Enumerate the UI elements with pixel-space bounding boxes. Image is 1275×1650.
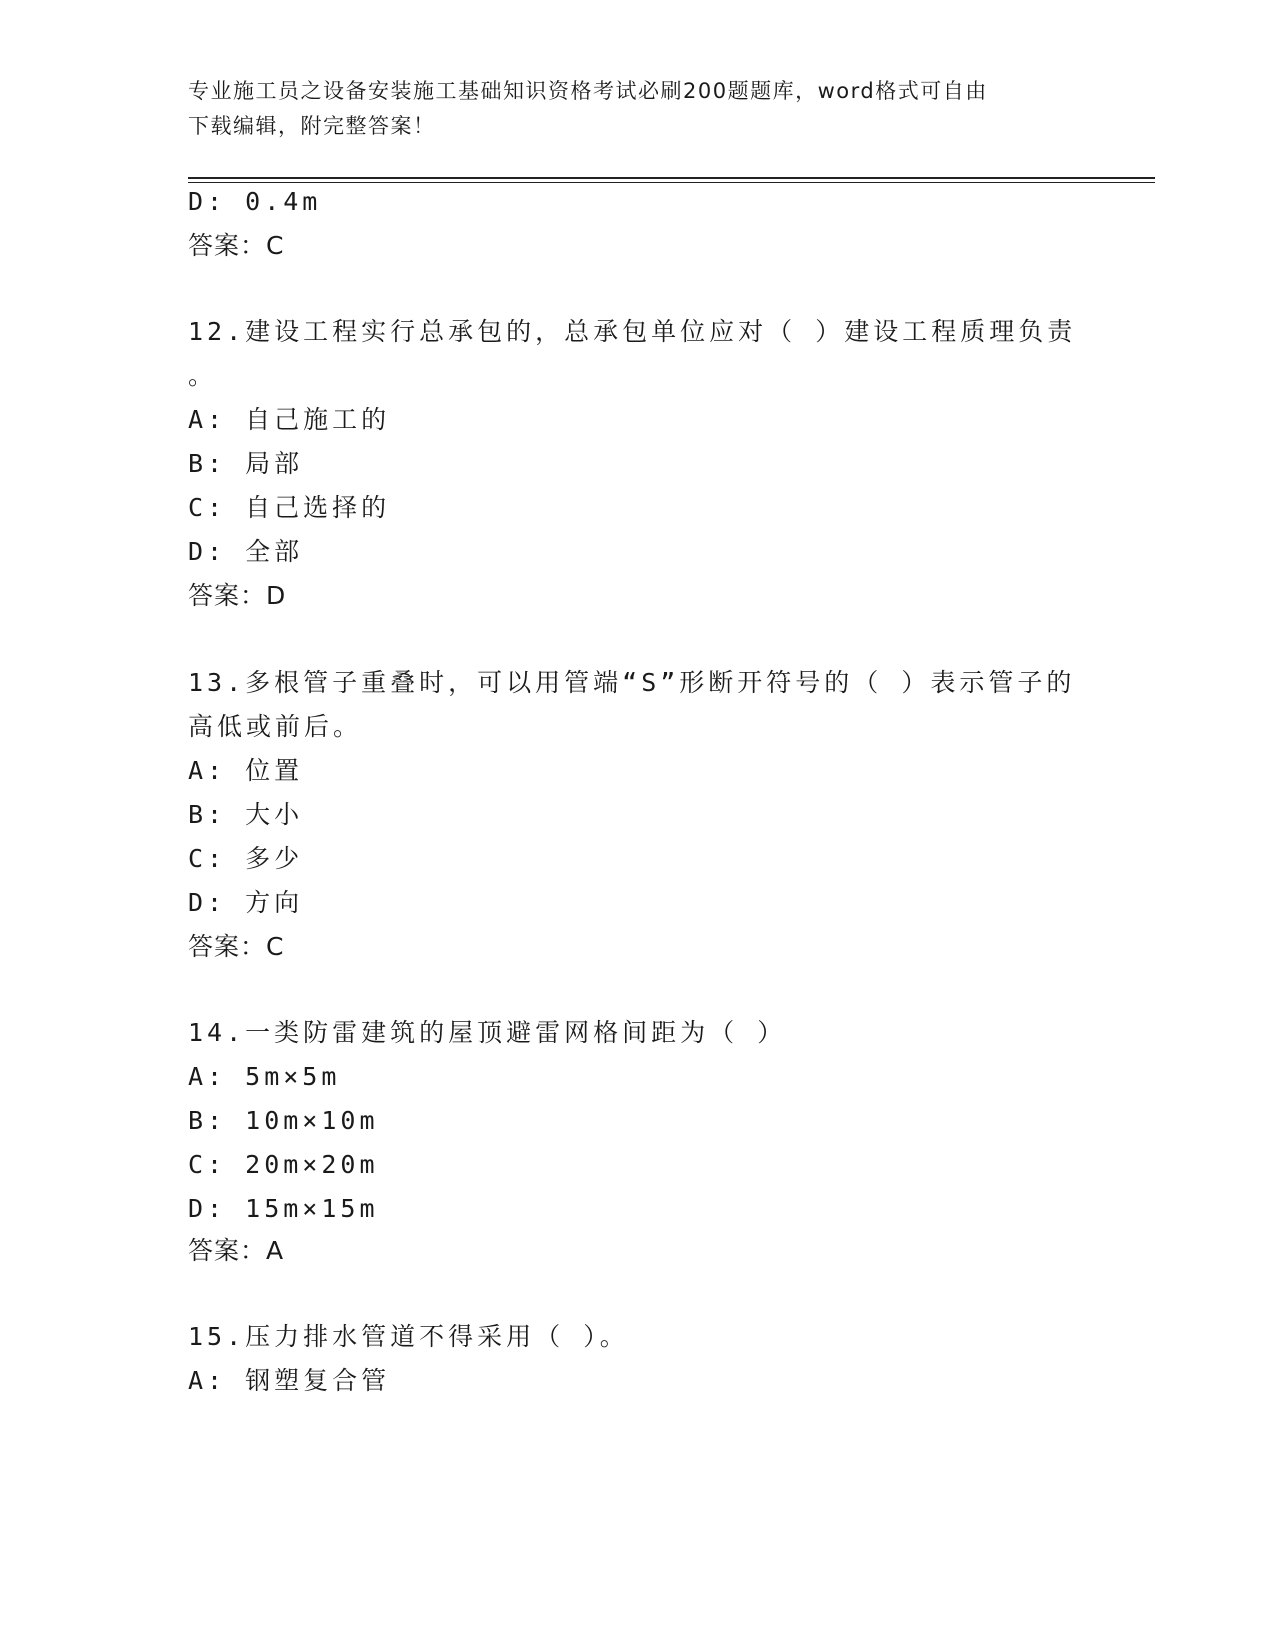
q14-option-a: A: 5m×5m (188, 1062, 341, 1091)
q13-option-b: B: 大小 (188, 800, 304, 829)
q14-option-d: D: 15m×15m (188, 1194, 379, 1223)
q13-answer: 答案：C (188, 932, 285, 961)
q15-stem: 15.压力排水管道不得采用（ ）。 (188, 1322, 629, 1351)
q11-option-d: D: 0.4m (188, 187, 322, 216)
q13-option-a: A: 位置 (188, 756, 304, 785)
q12-option-c: C: 自己选择的 (188, 493, 391, 522)
document-header (188, 74, 1088, 144)
q14-stem: 14.一类防雷建筑的屋顶避雷网格间距为（ ） (188, 1018, 787, 1047)
q12-option-b: B: 局部 (188, 449, 304, 478)
header-divider-thin (188, 182, 1155, 183)
q15-option-a: A: 钢塑复合管 (188, 1366, 391, 1395)
q12-answer: 答案：D (188, 581, 287, 610)
header-divider-thick (188, 177, 1155, 179)
q13-option-c: C: 多少 (188, 844, 304, 873)
q14-answer: 答案：A (188, 1236, 285, 1265)
q13-stem-line-1: 13.多根管子重叠时，可以用管端“S”形断开符号的（ ）表示管子的 (188, 668, 1076, 697)
q12-option-a: A: 自己施工的 (188, 405, 391, 434)
header-title-line-2: 下载编辑，附完整答案！ (188, 114, 436, 138)
q12-stem-line-2: 。 (188, 361, 218, 390)
q14-option-c: C: 20m×20m (188, 1150, 379, 1179)
q12-stem-line-1: 12.建设工程实行总承包的，总承包单位应对（ ）建设工程质理负责 (188, 317, 1077, 346)
q13-stem-line-2: 高低或前后。 (188, 712, 363, 741)
q12-option-d: D: 全部 (188, 537, 304, 566)
q13-option-d: D: 方向 (188, 888, 304, 917)
header-title-line-1: 专业施工员之设备安装施工基础知识资格考试必刷200题题库，word格式可自由 (188, 79, 988, 103)
q14-option-b: B: 10m×10m (188, 1106, 379, 1135)
q11-answer: 答案：C (188, 231, 285, 260)
